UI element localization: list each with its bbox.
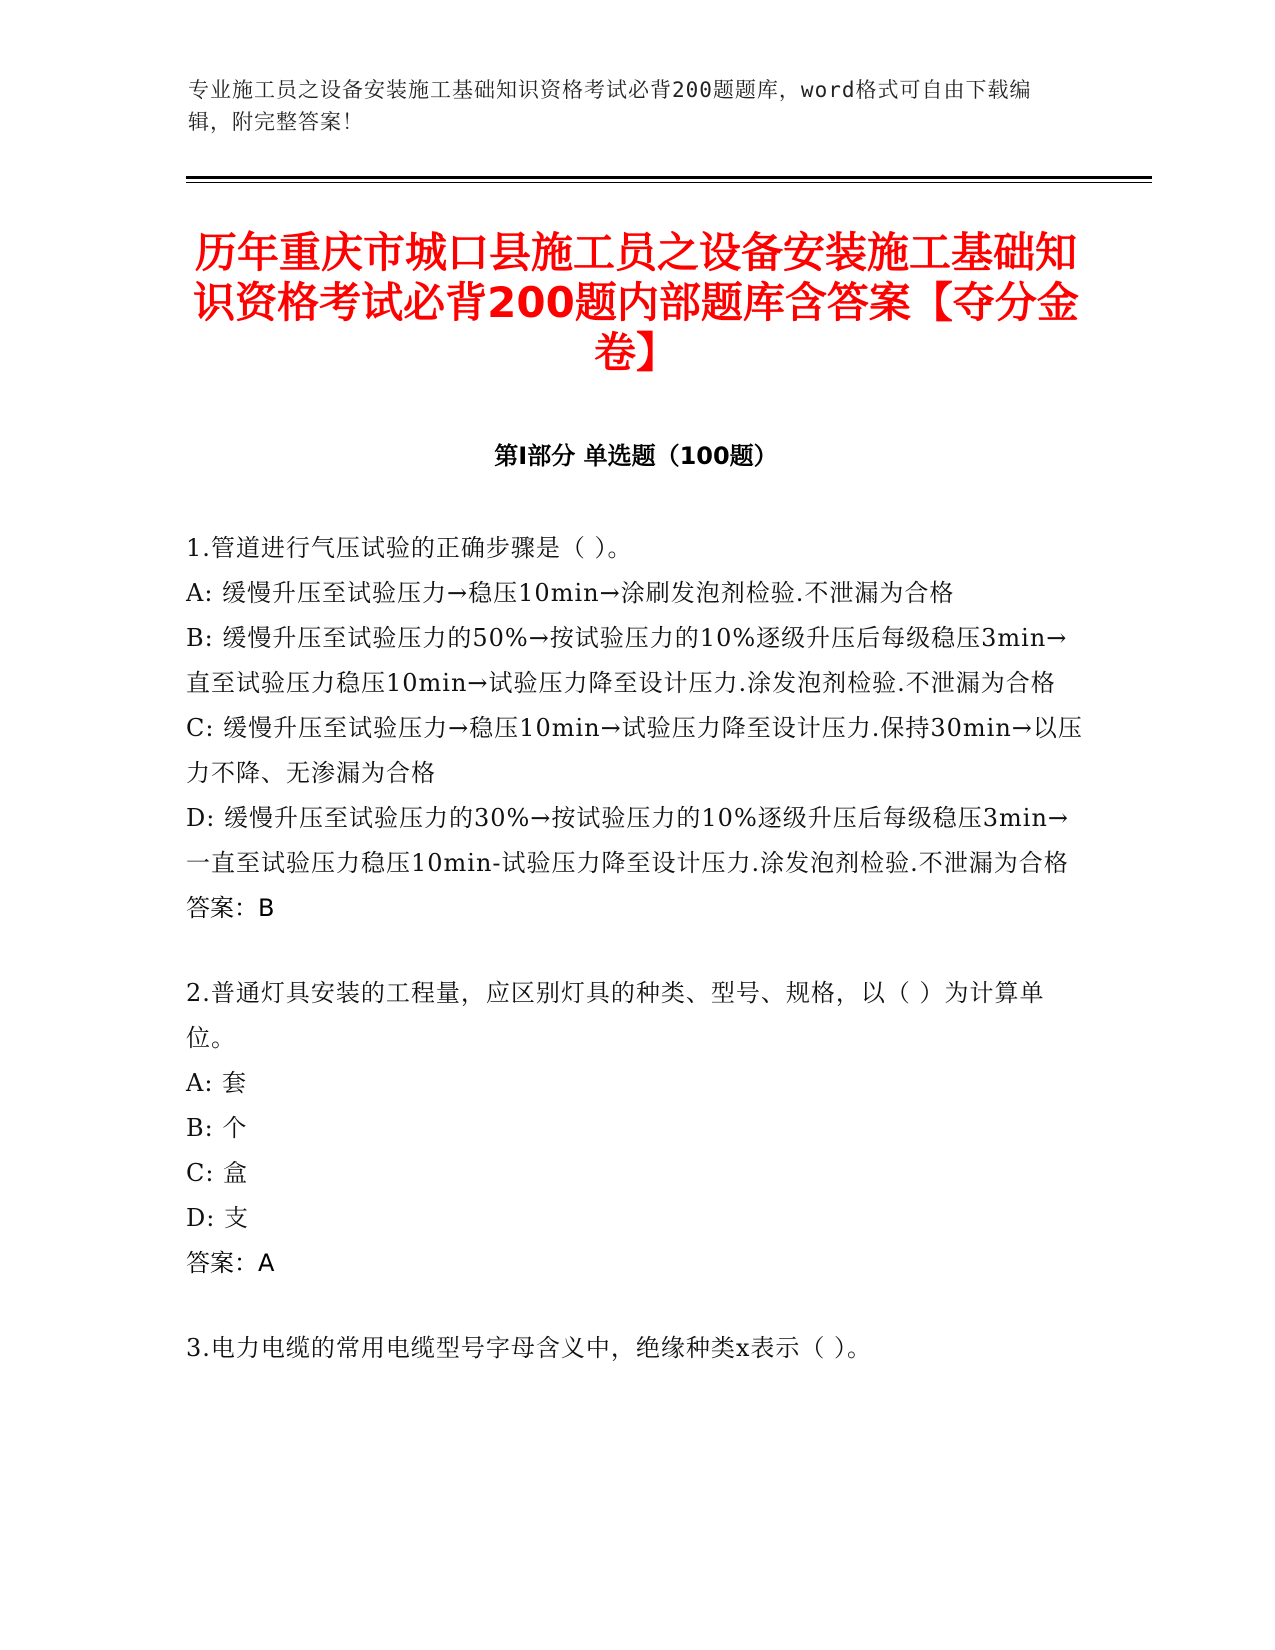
header-divider-thick — [186, 176, 1152, 179]
question-1 — [186, 526, 1086, 931]
option-d: D: 缓慢升压至试验压力的30%→按试验压力的10%逐级升压后每级稳压3min→一直至试验压力稳压10min-试验压力降至设计压力.涂发泡剂检验.不泄漏为合格 — [186, 804, 1070, 877]
question-stem: 2.普通灯具安装的工程量，应区别灯具的种类、型号、规格，以（ ）为计算单位。 — [186, 979, 1045, 1052]
header-divider-thin — [186, 182, 1152, 183]
question-list — [186, 526, 1086, 1411]
answer-label: 答案：A — [186, 1249, 275, 1277]
document-title: 历年重庆市城口县施工员之设备安装施工基础知识资格考试必背200题内部题库含答案【夺分金卷】 — [193, 228, 1079, 377]
option-b: B: 缓慢升压至试验压力的50%→按试验压力的10%逐级升压后每级稳压3min→直至试验压力稳压10min→试验压力降至设计压力.涂发泡剂检验.不泄漏为合格 — [186, 624, 1068, 697]
question-stem: 3.电力电缆的常用电缆型号字母含义中，绝缘种类x表示（ ）。 — [186, 1334, 873, 1362]
question-3 — [186, 1326, 1086, 1371]
question-stem: 1.管道进行气压试验的正确步骤是（ ）。 — [186, 534, 633, 562]
header-note: 专业施工员之设备安装施工基础知识资格考试必背200题题库，word格式可自由下载编辑，附完整答案！ — [188, 78, 1032, 134]
question-2 — [186, 971, 1086, 1286]
option-b: B: 个 — [186, 1114, 248, 1142]
option-c: C: 盒 — [186, 1159, 249, 1187]
section-heading: 第I部分 单选题（100题） — [494, 442, 778, 470]
option-d: D: 支 — [186, 1204, 249, 1232]
option-c: C: 缓慢升压至试验压力→稳压10min→试验压力降至设计压力.保持30min→以压力不降、无渗漏为合格 — [186, 714, 1083, 787]
answer-label: 答案：B — [186, 894, 275, 922]
option-a: A: 缓慢升压至试验压力→稳压10min→涂刷发泡剂检验.不泄漏为合格 — [186, 579, 955, 607]
option-a: A: 套 — [186, 1069, 248, 1097]
